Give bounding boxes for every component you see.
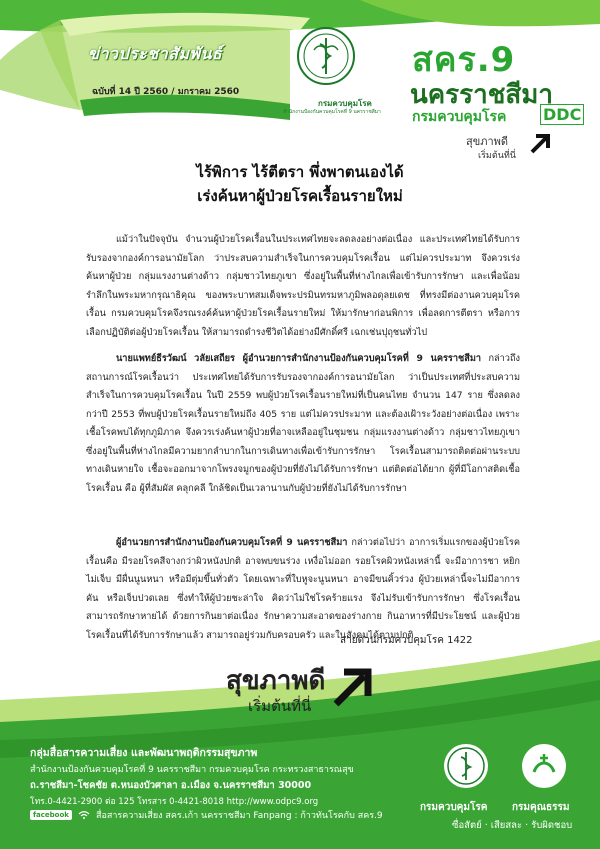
article-paragraph-1: แม้ว่าในปัจจุบัน จำนวนผู้ป่วยโรคเรื้อนในประเทศไทยจะลดลงอย่างต่อเนื่อง และประเทศไทยได้รับการรับรองจากองค์การอนามัยโลก ว่าประสบความสำเร็จในการควบคุมโรคเรื้อน แต่ไม่ควรประมาท จึงควรเร่งค้นหาผู้ป่วย กลุ่มแรงงานต่างด้าว กลุ่มชาวไทยภูเขา ซึ่งอยู่ในพื้นที่ห่างไกลเพื่อเข้ารับการรักษา และเพื่อน้อมรำลึกในพระมหากรุณาธิคุณ ของพระบาทสมเด็จพระปรมินทรมหาภูมิพลอดุลยเดช ที่ทรงมีต่องานควบคุมโรคเรื้อน กรมควบคุมโรคจึงรณรงค์ค้นหาผู้ป่วยโรคเรื้อนรายใหม่ ให้มารักษาก่อนพิการ เพื่อลดการตีตรา หรือการเลือกปฏิบัติต่อผู้ป่วยโรคเรื้อน ให้สามารถดำรงชีวิตได้อย่างมีศักดิ์ศรี เฉกเช่นปุถุชนทั่วไป: [86, 234, 520, 338]
moph-subtitle: สำนักงานป้องกันควบคุมโรคที่ 9 นครราชสีมา: [283, 109, 381, 115]
footer-contact: โทร.0-4421-2900 ต่อ 125 โทรสาร 0-4421-8018 http://www.odpc9.org: [30, 797, 319, 807]
odpc-city: นครราชสีมา: [410, 80, 553, 110]
article-paragraph-2: [86, 350, 520, 498]
facebook-icon: facebook: [30, 810, 72, 820]
footer-values: ซื่อสัตย์ · เสียสละ · รับผิดชอบ: [452, 820, 573, 831]
issue-line: ฉบับที่ 14 ปี 2560 / มกราคม 2560: [92, 87, 240, 97]
odpc-code: สคร.9: [412, 40, 516, 80]
ddc-logo-icon: [442, 742, 490, 790]
arrow-up-right-icon: [528, 130, 552, 156]
hotline: สายด่วนกรมควบคุมโรค 1422: [340, 635, 473, 646]
odpc-dept: กรมควบคุมโรค: [412, 109, 507, 125]
slogan-big-line2: เริ่มต้นที่นี่: [248, 697, 312, 715]
footer-social-text: สื่อสารความเสี่ยง สคร.เก้า นครราชสีมา Fanpang : ก้าวทันโรคกับ สคร.9: [95, 811, 383, 821]
footer-office: สำนักงานป้องกันควบคุมโรคที่ 9 นครราชสีมา กรมควบคุมโรค กระทรวงสาธารณสุข: [30, 765, 354, 775]
slogan-small-line1: สุขภาพดี: [466, 135, 509, 148]
broadcast-icon: [78, 810, 90, 820]
headline-line2: เร่งค้นหาผู้ป่วยโรคเรื้อนรายใหม่: [197, 187, 403, 205]
paragraph-2-body: กล่าวถึงสถานการณ์โรคเรื้อนว่า ประเทศไทยได้รับการรับรองจากองค์การอนามัยโลก ว่าเป็นประเทศที่ประสบความสำเร็จในการควบคุมโรคเรื้อน ในปี 2559 พบผู้ป่วยโรคเรื้อนรายใหม่ที่เป็นคนไทย จำนวน 147 ราย ซึ่งลดลงกว่าปี 2553 ที่พบผู้ป่วยโรคเรื้อนรายใหม่ถึง 405 ราย แต่ไม่ควรประมาท และต้องเฝ้าระวังอย่างต่อเนื่อง เพราะเชื้อโรคพบได้ทุกภูมิภาค จึงควรเร่งค้นหาผู้ป่วยที่อาจเหลืออยู่ในชุมชน กลุ่มแรงงานต่างด้าว กลุ่มชาวไทยภูเขา ซึ่งอยู่ในพื้นที่ห่างไกลมีความยากลำบากในการเดินทางเพื่อเข้ารับการรักษา โรคเรื้อนสามารถติดต่อผ่านระบบทางเดินหายใจ เชื้อจะออกมาจากโพรงจมูกของผู้ป่วยที่ยังไม่ได้รับการรักษา แต่ติดต่อได้ยาก ผู้ที่มีโอกาสติดเชื้อโรคเรื้อน คือ ผู้ที่สัมผัส คลุกคลี ใกล้ชิดเป็นเวลานานกับผู้ป่วยที่ยังไม่ได้รับการรักษา: [86, 353, 521, 494]
ddc-badge: DDC: [540, 104, 584, 125]
headline-line1: ไร้พิการ ไร้ตีตรา พึ่งพาตนเองได้: [196, 163, 404, 181]
footer-org: กลุ่มสื่อสารความเสี่ยง และพัฒนาพฤติกรรมสุขภาพ: [30, 747, 258, 759]
moph-name: กรมควบคุมโรค: [318, 99, 372, 108]
bulletin-title: ข่าวประชาสัมพันธ์: [88, 44, 223, 63]
slogan-big-line1: สุขภาพดี: [226, 666, 326, 696]
paragraph-3-body: กล่าวต่อไปว่า อาการเริ่มแรกของผู้ป่วยโรคเรื้อนคือ มีรอยโรคสีจางกว่าผิวหนังปกติ อาจพบขนร่วง เหงื่อไม่ออก รอยโรคผิวหนังเหล่านี้ จะมีอาการชา หยิกไม่เจ็บ มีผื่นนูนหนา หรือมีตุ่มขึ้นทั่วตัว โดยเฉพาะที่ใบหูจะนูนหนา อาจมีขนคิ้วร่วง ผู้ป่วยเหล่านี้จะไม่มีอาการคัน หรือเจ็บปวดเลย ซึ่งทำให้ผู้ป่วยชะล่าใจ คิดว่าไม่ใช่โรคร้ายแรง จึงไม่รับเข้ารับการรักษา ซึ่งโรคเรื้อนสามารถรักษาหายได้ ด้วยการกินยาต่อเนื่อง รักษาความสะอาดของร่างกาย กินอาหารที่มีประโยชน์ และผู้ป่วยโรคเรื้อนที่ได้รับการรักษาแล้ว สามารถอยู่ร่วมกับครอบครัว และในสังคมได้ตามปกติ: [86, 537, 520, 641]
arrow-up-right-icon: [330, 662, 374, 710]
footer-social: [30, 808, 383, 822]
paragraph-3-lead: ผู้อำนวยการสำนักงานป้องกันควบคุมโรคที่ 9 นครราชสีมา: [116, 537, 348, 548]
slogan-small-line2: เริ่มต้นที่นี่: [478, 151, 516, 161]
paragraph-2-lead: นายแพทย์ธีรวัฒน์ วลัยเสถียร ผู้อำนวยการสำนักงานป้องกันควบคุมโรคที่ 9 นครราชสีมา: [116, 353, 482, 364]
moph-emblem-icon: [296, 26, 356, 86]
footer-address: ถ.ราชสีมา-โชคชัย ต.หนองบัวศาลา อ.เมือง จ.นครราชสีมา 30000: [30, 780, 312, 791]
moral-logo-icon: [520, 742, 568, 790]
article-paragraph-3: [86, 534, 520, 645]
footer-moral-name: กรมคุณธรรม: [512, 802, 570, 813]
footer-dept-name: กรมควบคุมโรค: [420, 802, 488, 813]
